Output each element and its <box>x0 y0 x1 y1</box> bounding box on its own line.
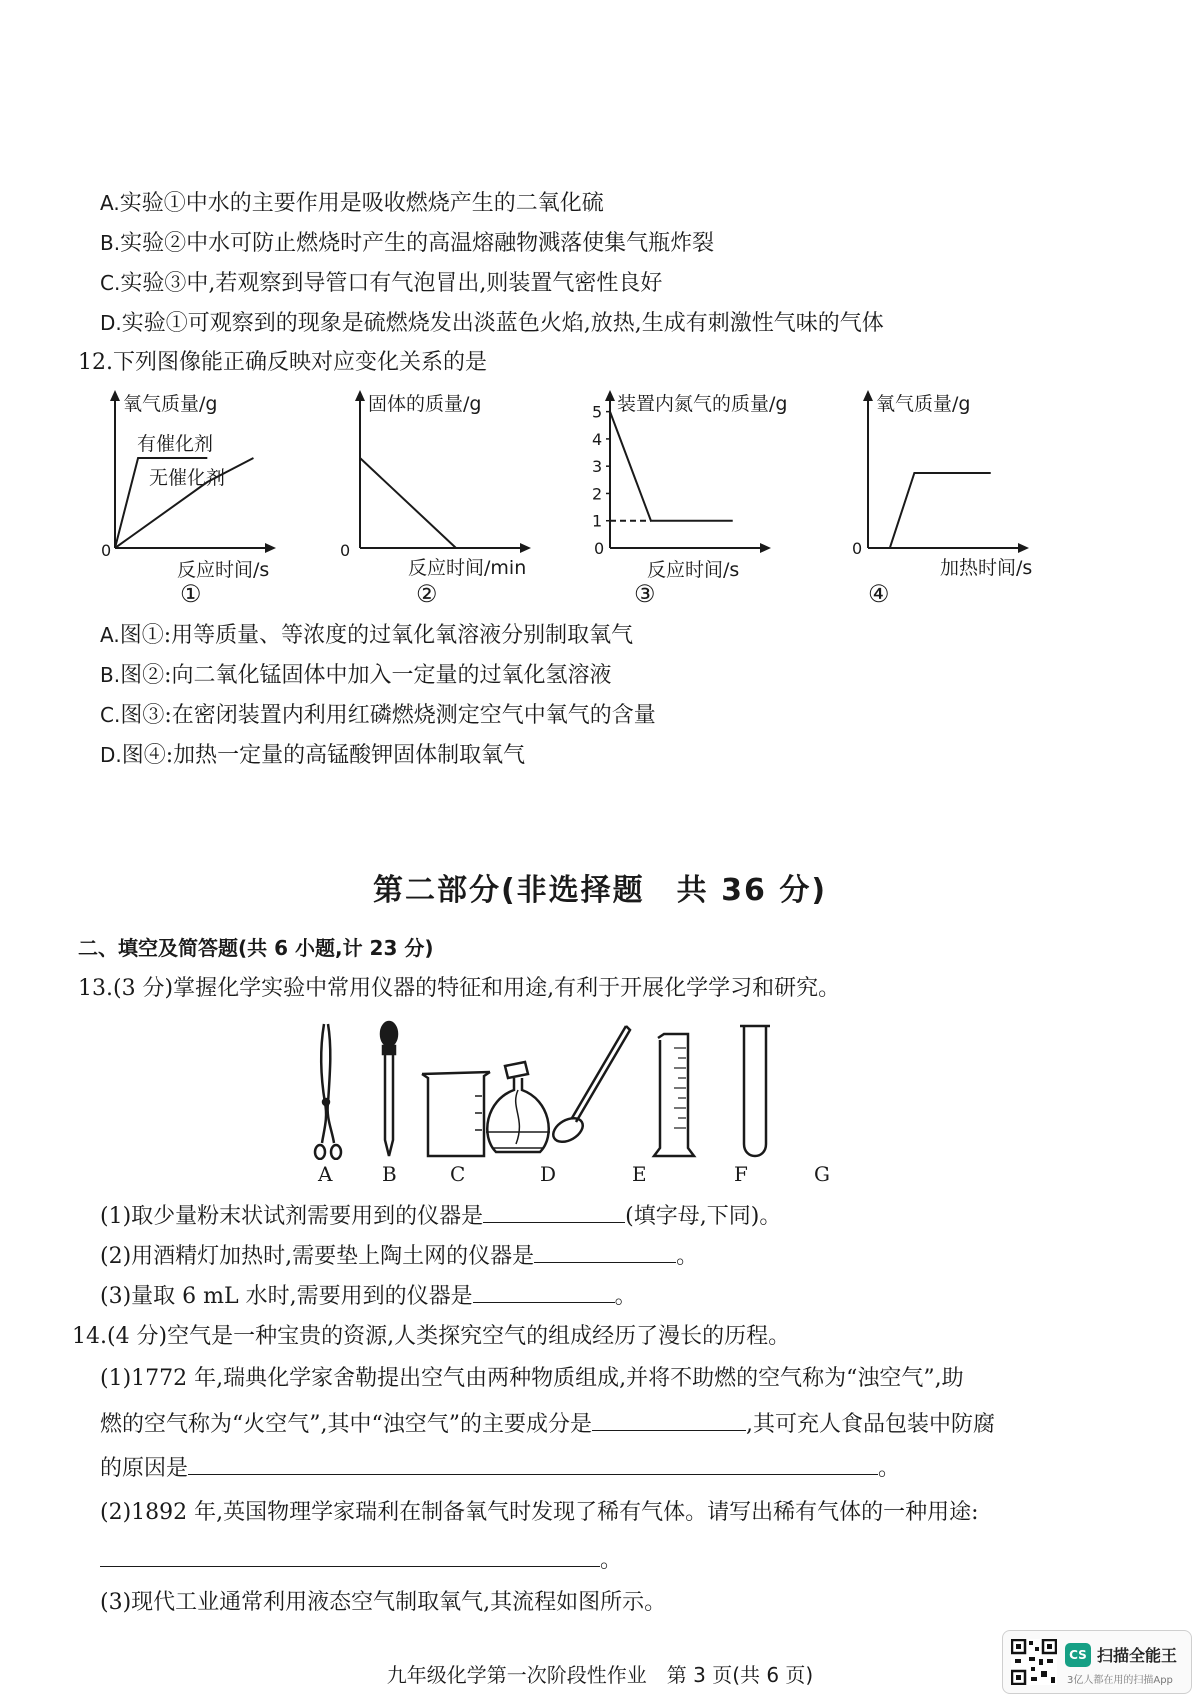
chart-3-number: ③ <box>634 580 656 608</box>
y-tick-label-1: 1 <box>592 511 603 531</box>
q14-sub2-line1: (2)1892 年,英国物理学家瑞利在制备氧气时发现了稀有气体。请写出稀有气体的一种用途: <box>100 1500 979 1525</box>
alcohol-lamp-icon <box>486 1062 550 1152</box>
instrument-label-a: A <box>318 1162 333 1186</box>
q13-sub1: (1)取少量粉末状试剂需要用到的仪器是 (填字母,下同)。 <box>100 1200 781 1232</box>
scanner-badge <box>1002 1630 1192 1694</box>
instrument-label-e: E <box>632 1162 647 1186</box>
instrument-label-c: C <box>450 1162 466 1186</box>
q12-stem: 12.下列图像能正确反映对应变化关系的是 <box>78 350 487 375</box>
x-label: 加热时间/s <box>940 557 1033 579</box>
instruments-figure <box>300 1018 860 1160</box>
origin-label: 0 <box>340 541 351 560</box>
chart-1 <box>95 388 295 588</box>
q14-stem: 14.(4 分)空气是一种宝贵的资源,人类探究空气的组成经历了漫长的历程。 <box>72 1324 791 1349</box>
q13-stem: 13.(3 分)掌握化学实验中常用仪器的特征和用途,有利于开展化学学习和研究。 <box>78 976 841 1001</box>
x-arrow-icon <box>1018 543 1029 553</box>
dropper-icon <box>381 1022 397 1156</box>
q11-option-d: D.实验①可观察到的现象是硫燃烧发出淡蓝色火焰,放热,生成有刺激性气味的气体 <box>100 311 884 336</box>
q14-sub3: (3)现代工业通常利用液态空气制取氧气,其流程如图所示。 <box>100 1590 667 1615</box>
y-arrow-icon <box>110 390 120 401</box>
chart-2-number: ② <box>416 580 438 608</box>
y-arrow-icon <box>355 390 365 401</box>
part-two-title: 第二部分(非选择题 共 36 分) <box>372 873 828 908</box>
y-label: 装置内氮气的质量/g <box>617 393 788 415</box>
y-label: 氧气质量/g <box>123 393 218 415</box>
chart-4-number: ④ <box>868 580 890 608</box>
tongs-icon <box>315 1024 341 1159</box>
badge-title: 扫描全能王 <box>1097 1646 1178 1665</box>
y-tick-label-5: 5 <box>592 402 603 422</box>
q12-option-a: A.图①:用等质量、等浓度的过氧化氧溶液分别制取氧气 <box>100 623 634 648</box>
graduated-cylinder-icon <box>654 1034 694 1156</box>
y-label: 氧气质量/g <box>876 393 971 415</box>
x-label: 反应时间/s <box>177 559 270 581</box>
q11-option-c: C.实验③中,若观察到导管口有气泡冒出,则装置气密性良好 <box>100 271 663 296</box>
chart-3 <box>585 388 815 588</box>
page-footer: 九年级化学第一次阶段性作业 第 3 页(共 6 页) <box>386 1663 814 1687</box>
series-line-1 <box>360 458 456 548</box>
q14-sub1-line2: 燃的空气称为“火空气”,其中“浊空气”的主要成分是 ,其可充人食品包装中防腐 <box>100 1408 995 1440</box>
answer-blank[interactable] <box>100 1544 600 1567</box>
origin-label: 0 <box>852 539 863 558</box>
y-tick-label-4: 4 <box>592 429 603 449</box>
instrument-label-f: F <box>734 1162 748 1186</box>
q14-sub1-line1: (1)1772 年,瑞典化学家舍勒提出空气由两种物质组成,并将不助燃的空气称为“浊空气”,助 <box>100 1366 964 1391</box>
q11-option-b: B.实验②中水可防止燃烧时产生的高温熔融物溅落使集气瓶炸裂 <box>100 231 715 256</box>
answer-blank[interactable] <box>592 1408 746 1431</box>
series-line-1 <box>610 412 733 521</box>
instrument-label-b: B <box>382 1162 397 1186</box>
y-tick-label-2: 2 <box>592 484 603 504</box>
series-label-2: 无催化剂 <box>149 467 226 489</box>
x-label: 反应时间/s <box>647 559 740 581</box>
answer-blank[interactable] <box>534 1240 676 1263</box>
x-arrow-icon <box>760 543 771 553</box>
y-tick-label-3: 3 <box>592 457 603 477</box>
instrument-label-d: D <box>540 1162 557 1186</box>
chart-2 <box>340 388 555 588</box>
answer-blank[interactable] <box>483 1200 625 1223</box>
y-label: 固体的质量/g <box>368 393 482 415</box>
beaker-icon <box>422 1072 490 1156</box>
y-arrow-icon <box>605 390 615 401</box>
chart-4 <box>838 388 1053 588</box>
q12-option-c: C.图③:在密闭装置内利用红磷燃烧测定空气中氧气的含量 <box>100 703 656 728</box>
x-label: 反应时间/min <box>408 557 527 579</box>
answer-blank[interactable] <box>188 1452 878 1475</box>
q13-sub3: (3)量取 6 mL 水时,需要用到的仪器是 。 <box>100 1280 637 1312</box>
origin-label: 0 <box>594 539 605 558</box>
q13-sub2: (2)用酒精灯加热时,需要垫上陶土网的仪器是 。 <box>100 1240 698 1272</box>
x-arrow-icon <box>520 543 531 553</box>
q14-sub1-line3: 的原因是 。 <box>100 1452 900 1484</box>
y-arrow-icon <box>863 390 873 401</box>
chart-1-number: ① <box>180 580 202 608</box>
badge-subtitle: 3亿人都在用的扫描App <box>1067 1675 1173 1686</box>
q14-sub2-line2: 。 <box>100 1544 622 1576</box>
section-heading: 二、填空及简答题(共 6 小题,计 23 分) <box>78 936 434 960</box>
qr-code-icon <box>1011 1639 1057 1685</box>
series-line-1 <box>868 473 991 548</box>
answer-blank[interactable] <box>473 1280 615 1303</box>
test-tube-icon <box>740 1026 770 1156</box>
q12-option-d: D.图④:加热一定量的高锰酸钾固体制取氧气 <box>100 743 526 768</box>
cs-logo-icon: CS <box>1065 1643 1091 1667</box>
medicine-spoon-icon <box>549 1026 630 1147</box>
x-arrow-icon <box>265 543 276 553</box>
series-label-1: 有催化剂 <box>137 433 214 455</box>
origin-label: 0 <box>101 541 112 560</box>
instrument-label-g: G <box>814 1162 830 1186</box>
q12-option-b: B.图②:向二氧化锰固体中加入一定量的过氧化氢溶液 <box>100 663 612 688</box>
q11-option-a: A.实验①中水的主要作用是吸收燃烧产生的二氧化硫 <box>100 191 604 216</box>
